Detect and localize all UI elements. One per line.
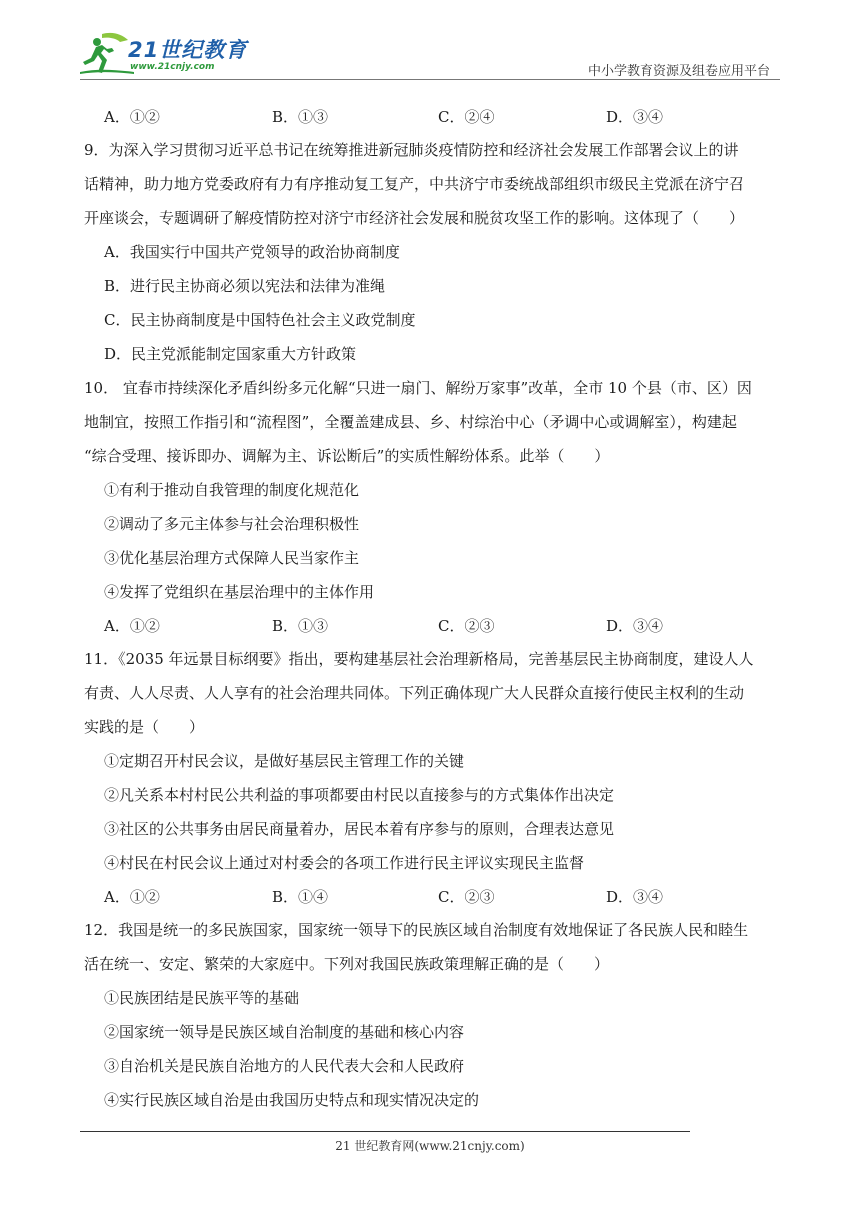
logo-sub-text: www.21cnjy.com [130,62,215,72]
q11-option-d[interactable]: D．③④ [606,888,664,906]
q10-stem-line: “综合受理、接诉即办、调解为主、诉讼断后”的实质性解纷体系。此举（ ） [84,447,610,465]
q11-statement-3: ③社区的公共事务由居民商量着办，居民本着有序参与的原则，合理表达意见 [104,820,615,838]
q12-statement-4: ④实行民族区域自治是由我国历史特点和现实情况决定的 [104,1091,480,1109]
q11-statement-1: ①定期召开村民会议，是做好基层民主管理工作的关键 [104,752,465,770]
q12-stem-line: 12．我国是统一的多民族国家，国家统一领导下的民族区域自治制度有效地保证了各民族人民和睦生 [84,921,749,939]
site-logo[interactable] [78,28,258,78]
q10-statement-1: ①有利于推动自我管理的制度化规范化 [104,481,360,499]
q9-stem-line: 话精神，助力地方党委政府有力有序推动复工复产，中共济宁市委统战部组织市级民主党派在济宁召 [84,175,745,193]
q9-choice-b[interactable]: B．进行民主协商必须以宪法和法律为准绳 [104,277,386,295]
q10-option-c[interactable]: C．②③ [438,617,495,635]
platform-tagline: 中小学教育资源及组卷应用平台 [587,64,770,79]
q12-statement-1: ①民族团结是民族平等的基础 [104,989,300,1007]
q10-statement-4: ④发挥了党组织在基层治理中的主体作用 [104,583,375,601]
q11-stem-line: 有责、人人尽责、人人享有的社会治理共同体。下列正确体现广大人民群众直接行使民主权利的生动 [84,684,745,702]
q11-options [104,886,764,906]
q10-options [104,615,764,635]
q11-option-b[interactable]: B．①④ [272,888,329,906]
q9-choice-c[interactable]: C．民主协商制度是中国特色社会主义政党制度 [104,311,416,329]
q8-option-c[interactable]: C．②④ [438,108,495,126]
q10-statement-2: ②调动了多元主体参与社会治理积极性 [104,515,360,533]
q9-choice-a[interactable]: A．我国实行中国共产党领导的政治协商制度 [104,243,400,261]
q12-statement-3: ③自治机关是民族自治地方的人民代表大会和人民政府 [104,1057,465,1075]
q10-option-a[interactable]: A．①② [104,617,160,635]
q11-stem-line: 实践的是（ ） [84,718,205,736]
q10-option-b[interactable]: B．①③ [272,617,329,635]
q8-options [104,106,764,126]
footer-divider [80,1131,690,1132]
q12-statement-2: ②国家统一领导是民族区域自治制度的基础和核心内容 [104,1023,465,1041]
q11-stem-line: 11．《2035 年远景目标纲要》指出，要构建基层社会治理新格局，完善基层民主协商制度，建设人人 [84,650,754,668]
page-header [0,0,860,80]
q12-stem-line: 活在统一、安定、繁荣的大家庭中。下列对我国民族政策理解正确的是（ ） [84,955,610,973]
q10-stem-line: 地制宜，按照工作指引和“流程图”，全覆盖建成县、乡、村综治中心（矛调中心或调解室），构建起 [84,413,737,431]
q10-stem-line: 10． 宜春市持续深化矛盾纠纷多元化解“只进一扇门、解纷万家事”改革，全市 10 个县（市、区）因 [84,379,752,397]
q11-statement-4: ④村民在村民会议上通过对村委会的各项工作进行民主评议实现民主监督 [104,854,585,872]
q8-option-a[interactable]: A．①② [104,108,160,126]
q11-statement-2: ②凡关系本村村民公共利益的事项都要由村民以直接参与的方式集体作出决定 [104,786,615,804]
q11-option-a[interactable]: A．①② [104,888,160,906]
q10-statement-3: ③优化基层治理方式保障人民当家作主 [104,549,360,567]
q8-option-d[interactable]: D．③④ [606,108,664,126]
header-divider [80,79,780,80]
q9-stem-line: 开座谈会，专题调研了解疫情防控对济宁市经济社会发展和脱贫攻坚工作的影响。这体现了（ ） [84,209,745,227]
footer-source[interactable]: 21 世纪教育网(www.21cnjy.com) [335,1139,525,1153]
logo-main-text: 21世纪教育 [128,38,248,62]
q9-stem-line: 9．为深入学习贯彻习近平总书记在统筹推进新冠肺炎疫情防控和经济社会发展工作部署会议上的讲 [84,141,739,159]
q10-option-d[interactable]: D．③④ [606,617,664,635]
q8-option-b[interactable]: B．①③ [272,108,329,126]
q9-choice-d[interactable]: D．民主党派能制定国家重大方针政策 [104,345,357,363]
q11-option-c[interactable]: C．②③ [438,888,495,906]
